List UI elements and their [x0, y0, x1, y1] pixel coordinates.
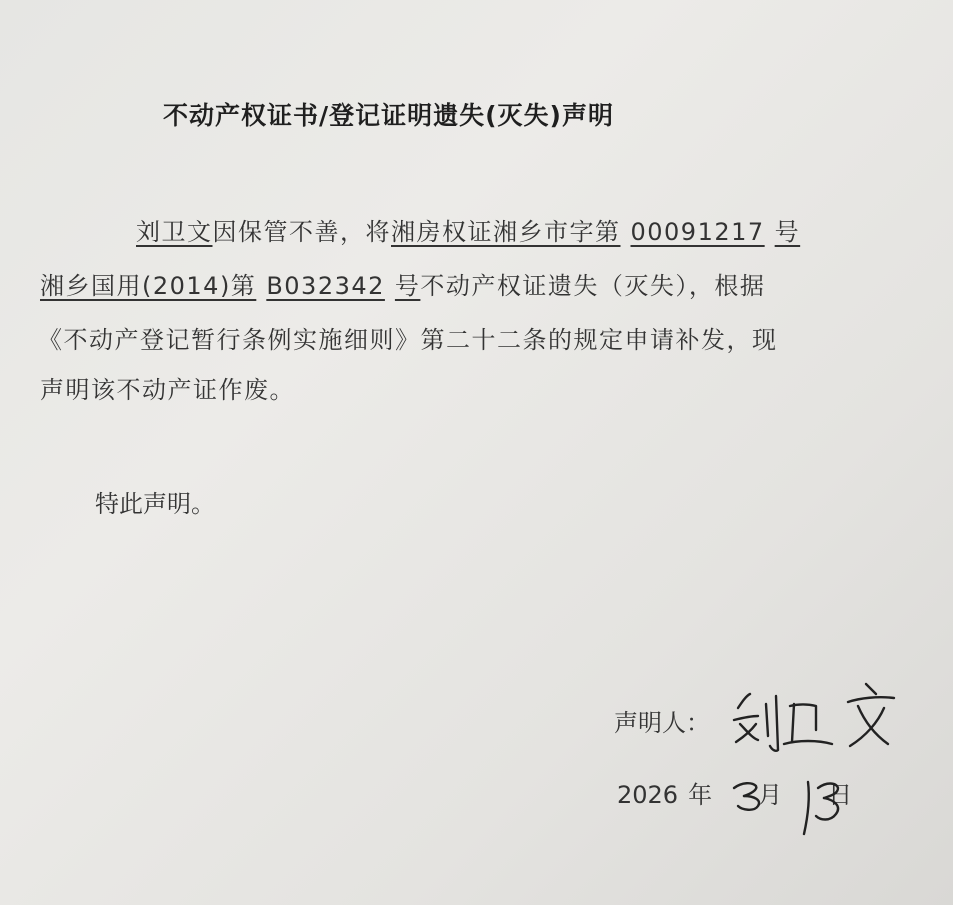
date-year-char: 年: [688, 781, 713, 809]
date-month-char: 月: [758, 781, 783, 809]
cert-num: B032342: [266, 272, 385, 300]
body-line-3: 《不动产登记暂行条例实施细则》第二十二条的规定申请补发，现: [38, 326, 778, 354]
cert-suffix: 号: [774, 218, 801, 246]
declarant-name: 刘卫文: [136, 218, 213, 246]
cert-prefix: 湘乡国用(2014)第: [40, 272, 257, 300]
handwritten-signature: [728, 680, 898, 760]
date-day-char: 日: [828, 781, 853, 809]
document-title: 不动产权证书/登记证明遗失(灭失)声明: [163, 101, 614, 130]
closing-statement: 特此声明。: [95, 490, 215, 518]
date-year: 2026: [617, 781, 679, 809]
certificate-number-2: [40, 272, 420, 300]
handwritten-day: [800, 772, 848, 840]
cert-prefix: 湘房权证湘乡市字第: [391, 218, 621, 246]
certificate-number-1: [391, 218, 800, 246]
cert-suffix: 号: [394, 272, 421, 300]
declarant-label: 声明人：: [614, 709, 710, 737]
body-text: 不动产权证遗失（灭失），根据: [420, 272, 766, 300]
handwritten-month: [728, 776, 768, 816]
body-line-1: [136, 212, 800, 247]
body-line-2: [40, 266, 765, 301]
cert-num: 00091217: [630, 218, 765, 246]
body-text: 因保管不善，将: [212, 218, 391, 246]
body-line-4: 声明该不动产证作废。: [40, 376, 295, 404]
